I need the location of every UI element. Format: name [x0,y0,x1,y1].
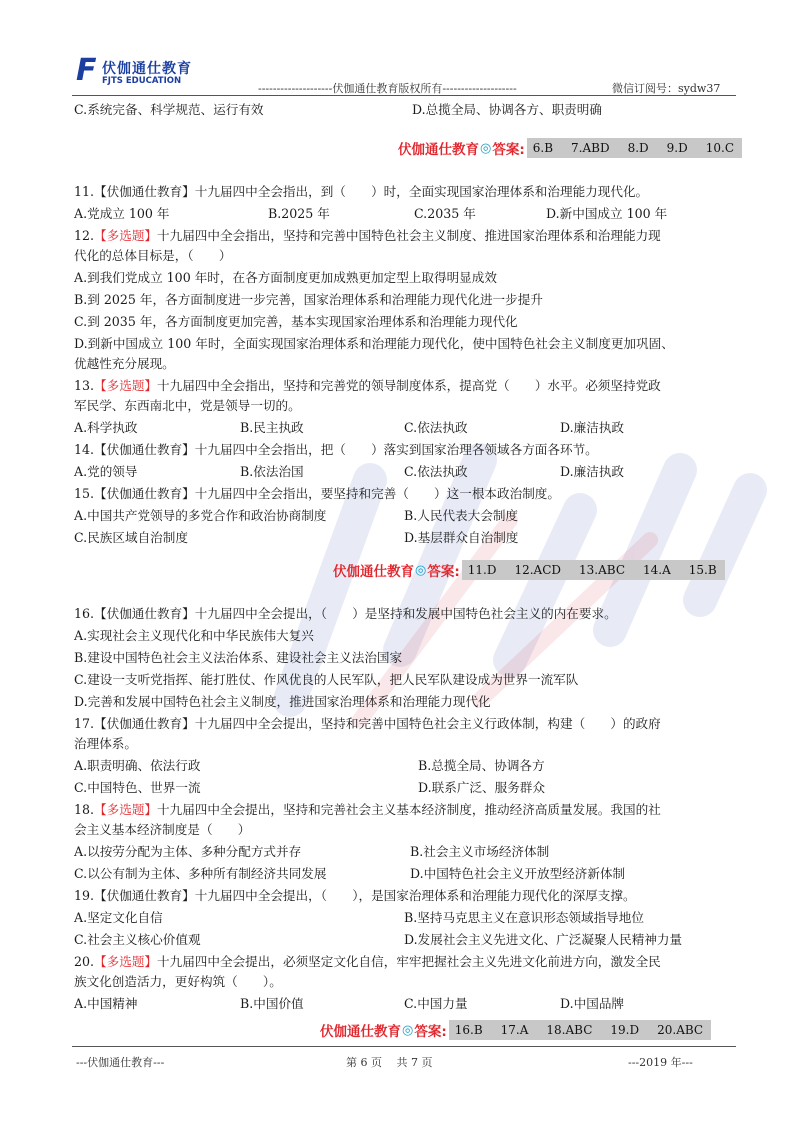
answer-row [320,1020,711,1040]
answer-brand: 伏伽通仕教育 [320,1024,401,1040]
answer-item: 15.B [688,563,717,577]
answer-row [398,138,742,158]
question-number: 18. [74,802,95,817]
question-text: 十九届四中全会提出，坚持和完善社会主义基本经济制度，推动经济高质量发展。我国的社 [157,802,661,817]
option-a: A.中国共产党领导的多党合作和政治协商制度 [74,508,327,523]
option-b: B.2025 年 [268,206,330,221]
option-c: C.建设一支听党指挥、能打胜仗、作风优良的人民军队，把人民军队建设成为世界一流军队 [74,672,579,687]
option-c: C.中国特色、世界一流 [74,780,201,795]
answer-item: 16.B [454,1023,483,1037]
option-a: A.党的领导 [74,464,138,479]
question-number: 12. [74,228,95,243]
option-d: D.到新中国成立 100 年时，全面实现国家治理体系和治理能力现代化，使中国特色社会主义制度更加巩固、 [74,336,674,351]
answer-item: 12.ACD [514,563,562,577]
option-d: D.廉洁执政 [560,420,625,435]
option-c: C.依法执政 [404,464,468,479]
option-c: C.民族区域自治制度 [74,530,188,545]
question-17: 17.【伏伽通仕教育】十九届四中全会提出，坚持和完善中国特色社会主义行政体制，构建（ ）的政府 [74,716,661,731]
option-b: B.人民代表大会制度 [404,508,519,523]
brand-logo [76,53,206,92]
question-19: 19.【伏伽通仕教育】十九届四中全会提出，（ ），是国家治理体系和治理能力现代化的深厚支撑。 [74,888,636,903]
option-line: C.系统完备、科学规范、运行有效 [74,102,264,117]
question-13 [74,378,661,394]
answer-brand: 伏伽通仕教育 [398,142,479,158]
question-text-cont: 会主义基本经济制度是（ ） [74,822,251,837]
question-text: 十九届四中全会指出，坚持和完善中国特色社会主义制度、推进国家治理体系和治理能力现 [157,228,661,243]
question-15: 15.【伏伽通仕教育】十九届四中全会指出，要坚持和完善（ ）这一根本政治制度。 [74,486,560,501]
circle-mark-icon: ◎ [480,140,492,156]
circle-mark-icon: ◎ [415,562,427,578]
answer-label: 答案: [492,142,525,158]
option-b: B.中国价值 [240,996,304,1011]
option-c: C.社会主义核心价值观 [74,932,201,947]
question-text: 十九届四中全会指出，坚持和完善党的领导制度体系，提高党（ ）水平。必须坚持党政 [157,378,661,393]
answer-item: 18.ABC [546,1023,593,1037]
footer-rule [72,1046,736,1047]
footer-brand: ---伏伽通仕教育--- [76,1056,165,1069]
option-line: D.总揽全局、协调各方、职责明确 [412,102,602,117]
multi-choice-tag: 【多选题】 [94,802,157,817]
header-rule [72,95,736,96]
option-a: A.科学执政 [74,420,138,435]
question-text-cont: 军民学、东西南北中，党是领导一切的。 [74,398,301,413]
answer-brand: 伏伽通仕教育 [333,564,414,580]
option-d: D.完善和发展中国特色社会主义制度，推进国家治理体系和治理能力现代化 [74,694,491,709]
option-b: B.到 2025 年，各方面制度进一步完善，国家治理体系和治理能力现代化进一步提升 [74,292,543,307]
question-text-cont: 代化的总体目标是，（ ） [74,248,232,263]
question-14: 14.【伏伽通仕教育】十九届四中全会指出，把（ ）落实到国家治理各领域各方面各环节。 [74,442,598,457]
answer-item: 19.D [610,1023,640,1037]
option-c: C.到 2035 年，各方面制度更加完善，基本实现国家治理体系和治理能力现代化 [74,314,518,329]
answer-item: 14.A [643,563,671,577]
answer-box [527,138,742,158]
option-d: D.发展社会主义先进文化、广泛凝聚人民精神力量 [404,932,683,947]
question-18 [74,802,661,818]
question-text-cont: 族文化创造活力，更好构筑（ ）。 [74,974,282,989]
answer-item: 6.B [532,141,554,155]
option-a: A.以按劳分配为主体、多种分配方式并存 [74,844,302,859]
question-12 [74,228,661,244]
answer-label: 答案: [427,564,460,580]
option-b: B.依法治国 [240,464,304,479]
answer-item: 13.ABC [579,563,626,577]
option-d: D.联系广泛、服务群众 [418,780,545,795]
logo-chinese-name: 伏伽通仕教育 [102,61,192,77]
option-a: A.坚定文化自信 [74,910,163,925]
option-a: A.中国精神 [74,996,138,1011]
answer-item: 10.C [705,141,735,155]
option-c: C.以公有制为主体、多种所有制经济共同发展 [74,866,327,881]
question-11: 11.【伏伽通仕教育】十九届四中全会指出，到（ ）时，全面实现国家治理体系和治理能力现代化。 [74,184,649,199]
option-d: D.中国特色社会主义开放型经济新体制 [410,866,626,881]
question-number: 20. [74,954,95,969]
option-c: C.2035 年 [414,206,476,221]
option-a: A.职责明确、依法行政 [74,758,201,773]
multi-choice-tag: 【多选题】 [94,954,157,969]
option-b: B.坚持马克思主义在意识形态领域指导地位 [404,910,644,925]
option-b: B.建设中国特色社会主义法治体系、建设社会主义法治国家 [74,650,403,665]
option-d: D.中国品牌 [560,996,625,1011]
answer-item: 9.D [666,141,688,155]
option-b: B.总揽全局、协调各方 [418,758,545,773]
option-a: A.到我们党成立 100 年时，在各方面制度更加成熟更加定型上取得明显成效 [74,270,497,285]
option-a: A.党成立 100 年 [74,206,170,221]
footer-year: ---2019 年--- [628,1056,693,1069]
multi-choice-tag: 【多选题】 [94,228,157,243]
option-d: D.基层群众自治制度 [404,530,519,545]
question-number: 13. [74,378,95,393]
option-d-cont: 优越性充分展现。 [74,356,175,371]
answer-row [333,560,725,580]
question-text: 十九届四中全会提出，必须坚定文化自信，牢牢把握社会主义先进文化前进方向，激发全民 [157,954,661,969]
option-c: C.依法执政 [404,420,468,435]
answer-item: 20.ABC [657,1023,704,1037]
option-d: D.新中国成立 100 年 [546,206,668,221]
answer-item: 17.A [500,1023,529,1037]
logo-mark: F [76,53,97,88]
question-text-cont: 治理体系。 [74,736,137,751]
option-c: C.中国力量 [404,996,468,1011]
option-a: A.实现社会主义现代化和中华民族伟大复兴 [74,628,314,643]
option-d: D.廉洁执政 [560,464,625,479]
option-b: B.社会主义市场经济体制 [410,844,550,859]
wechat-id: 微信订阅号：sydw37 [612,82,721,95]
circle-mark-icon: ◎ [402,1022,414,1038]
question-20 [74,954,661,970]
answer-item: 8.D [627,141,649,155]
question-16: 16.【伏伽通仕教育】十九届四中全会提出，（ ）是坚持和发展中国特色社会主义的内在要求。 [74,606,617,621]
answer-item: 11.D [467,563,497,577]
copyright-header: --------------------伏伽通仕教育版权所有-------------------- [258,82,517,95]
option-b: B.民主执政 [240,420,304,435]
answer-label: 答案: [414,1024,447,1040]
answer-item: 7.ABD [571,141,610,155]
page-number: 第 6 页 共 7 页 [346,1056,433,1069]
multi-choice-tag: 【多选题】 [94,378,157,393]
answer-box [449,1020,711,1040]
logo-english-name: FJTS EDUCATION [102,76,182,86]
answer-box [462,560,725,580]
